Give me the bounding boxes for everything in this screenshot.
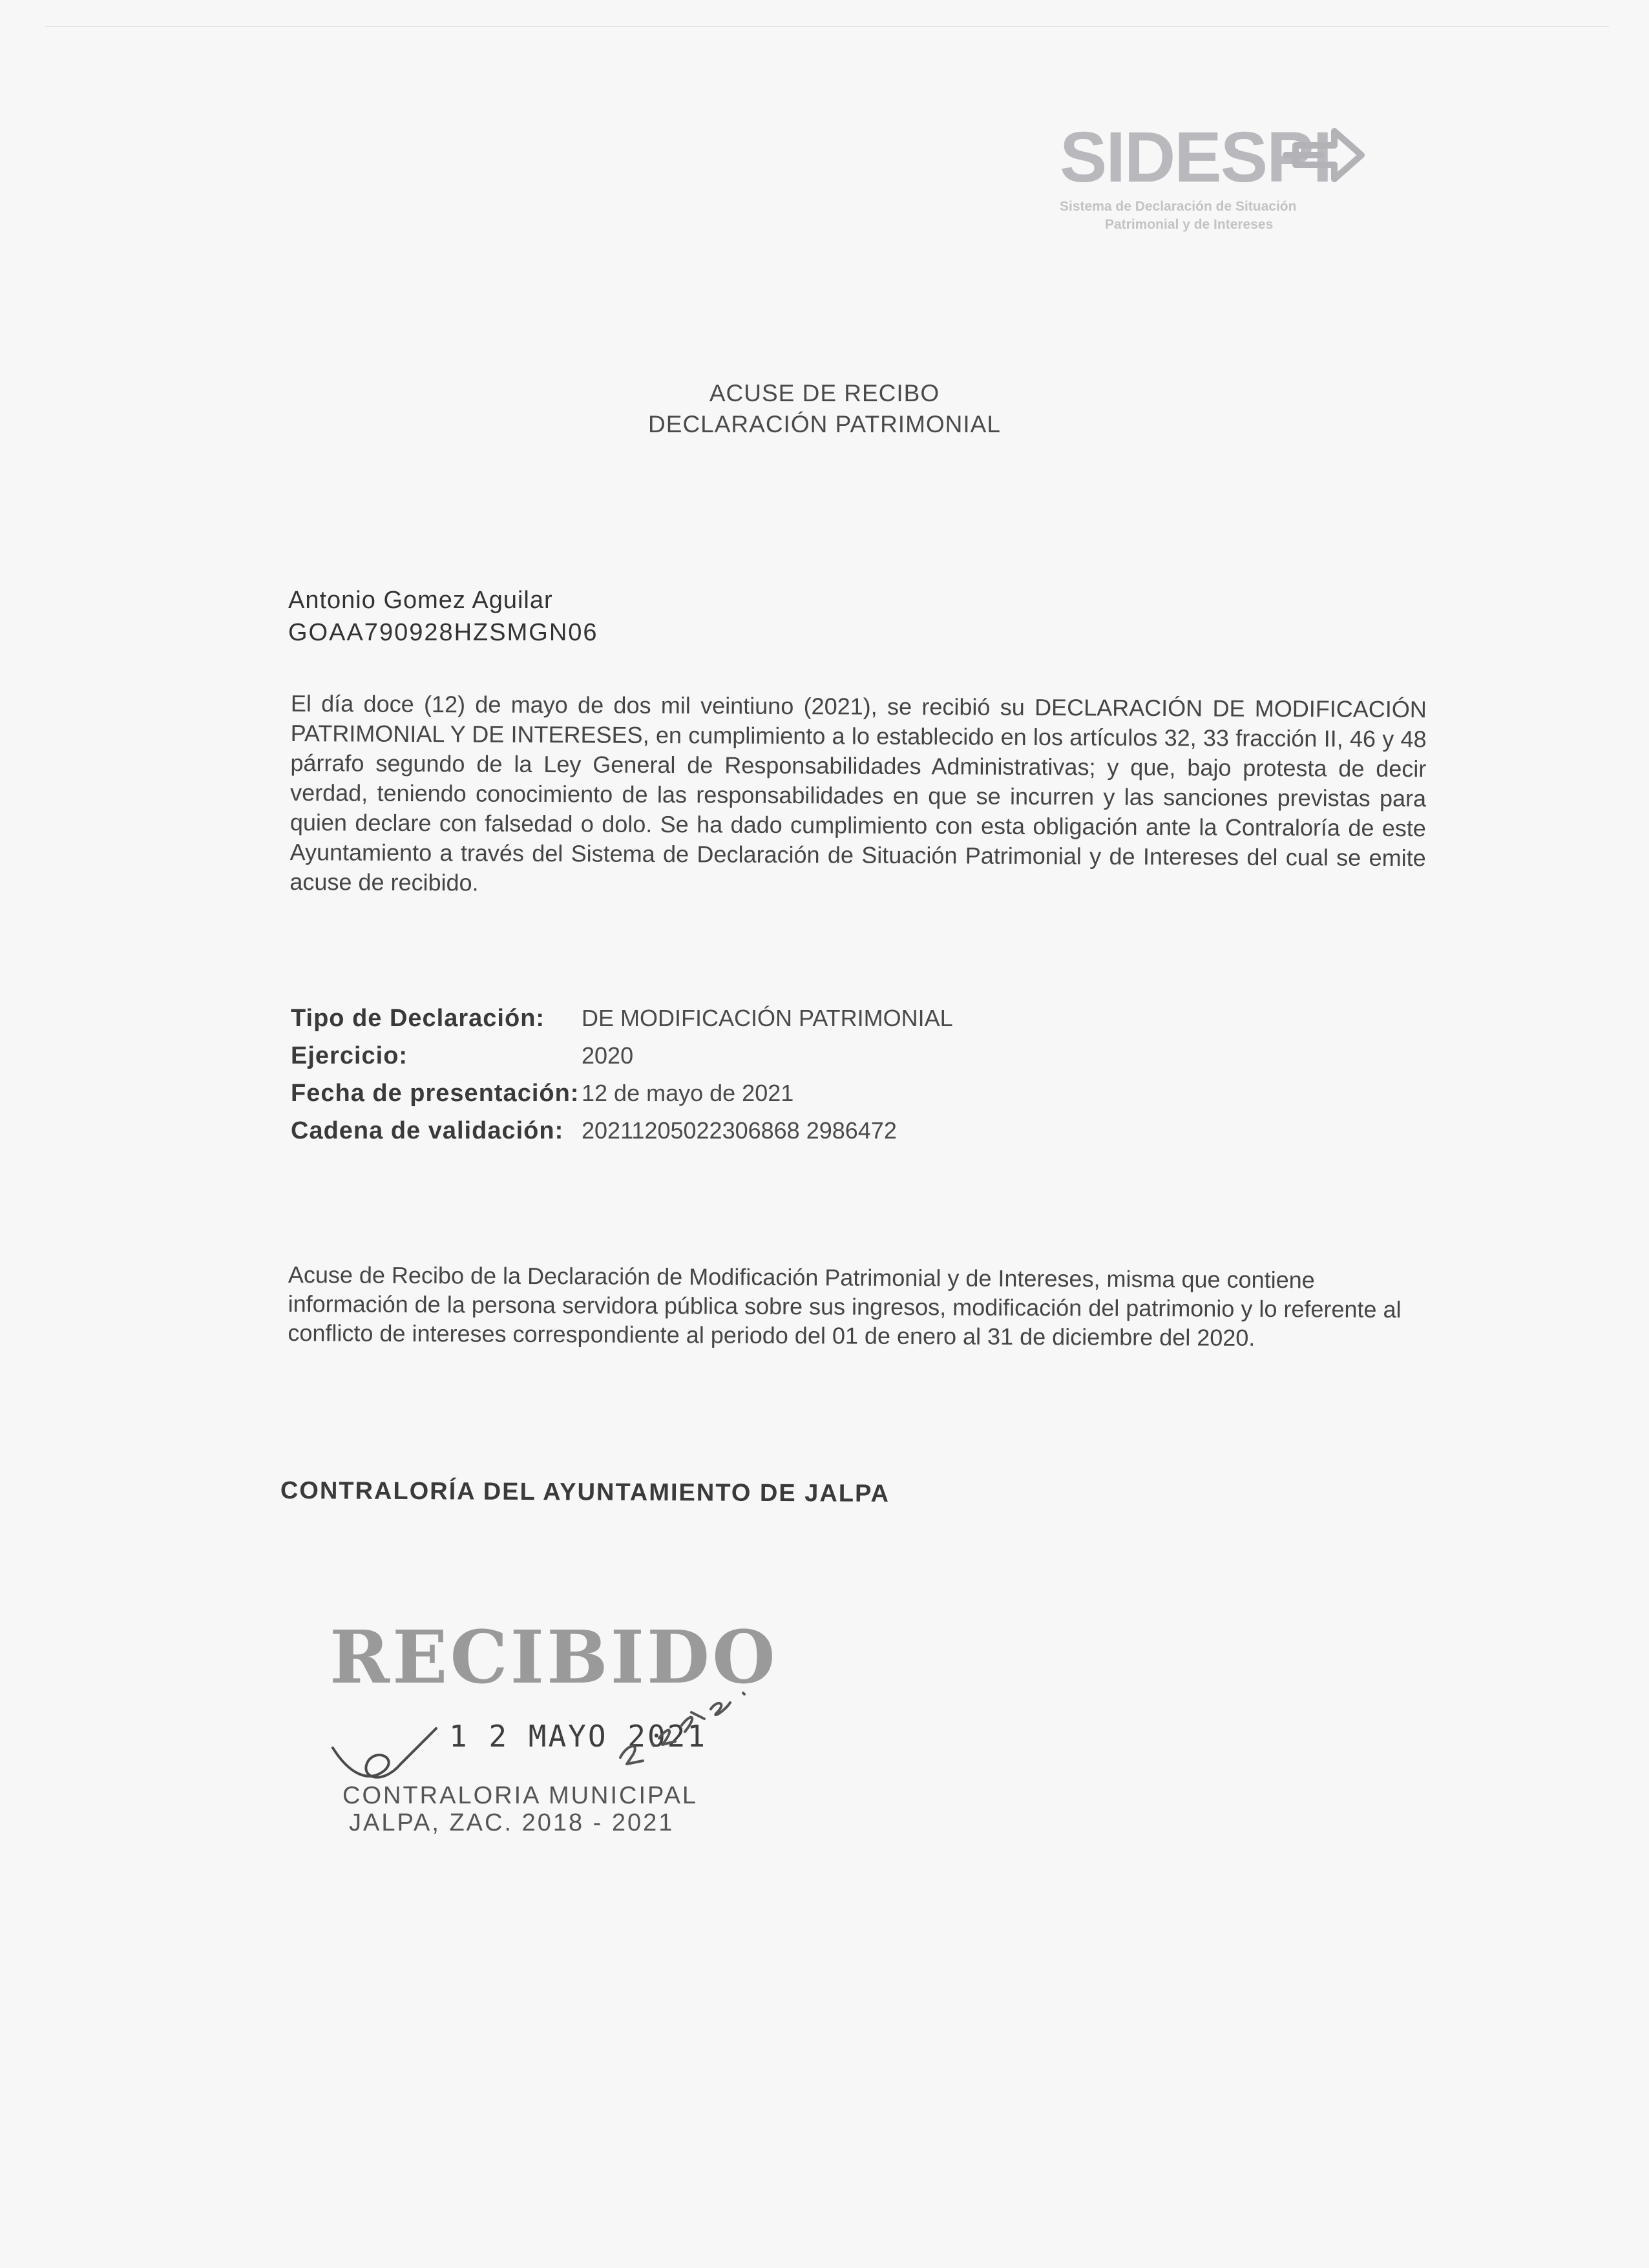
received-stamp: [323, 1615, 778, 1861]
logo-subtitle-line2: Patrimonial y de Intereses: [1105, 217, 1274, 232]
field-label: Cadena de validación:: [291, 1117, 564, 1144]
document-title: ACUSE DE RECIBO: [709, 380, 940, 406]
recipient-rfc: GOAA790928HZSMGN06: [288, 619, 598, 646]
field-value: 2020: [582, 1042, 634, 1069]
sidespi-logo: [1053, 116, 1376, 246]
arrow-right-icon: [1283, 120, 1367, 191]
body-paragraph: El día doce (12) de mayo de dos mil veintiuno (2021), se recibió su DECLARACIÓN DE MODIFICACIÓN PATRIMONIAL Y DE INTERESES, en cumplimiento a lo establecido en los artículos 32, 33 fracción II, 46 y 48 párrafo segundo de la Ley General de Responsabilidades Administrativas; y que, bajo protesta de decir verdad, teniendo conocimiento de las responsabilidades en que se incurren y las sanciones previstas para quien declare con falsedad o dolo. Se ha dado cumplimiento con esta obligación ante la Contraloría de este Ayuntamiento a través del Sistema de Declaración de Situación Patrimonial y de Intereses del cual se emite acuse de recibido.: [289, 690, 1427, 896]
top-rule: [45, 26, 1609, 27]
stamp-location-period: JALPA, ZAC. 2018 - 2021: [349, 1809, 675, 1836]
document-subtitle: DECLARACIÓN PATRIMONIAL: [648, 411, 1001, 437]
stamp-office: CONTRALORIA MUNICIPAL: [342, 1782, 698, 1809]
field-label: Tipo de Declaración:: [291, 1005, 545, 1032]
field-value: 20211205022306868 2986472: [582, 1117, 897, 1144]
field-label: Fecha de presentación:: [291, 1080, 580, 1107]
field-value: DE MODIFICACIÓN PATRIMONIAL: [582, 1005, 953, 1031]
issuer-name: CONTRALORÍA DEL AYUNTAMIENTO DE JALPA: [280, 1477, 890, 1507]
logo-wordmark: SIDESPI: [1060, 118, 1332, 197]
logo-subtitle-line1: Sistema de Declaración de Situación: [1060, 199, 1297, 214]
handwritten-time: [614, 1674, 762, 1770]
field-label: Ejercicio:: [291, 1042, 408, 1069]
field-value: 12 de mayo de 2021: [582, 1080, 794, 1106]
recipient-name: Antonio Gomez Aguilar: [288, 587, 553, 614]
stamp-date: 1 2 MAYO 2021: [449, 1719, 708, 1754]
summary-paragraph: Acuse de Recibo de la Declaración de Modificación Patrimonial y de Intereses, misma que contiene información de la persona servidora pública sobre sus ingresos, modificación del patrimonio y lo referente al conflicto de intereses correspondiente al periodo del 01 de enero al 31 de diciembre del 2020.: [288, 1261, 1402, 1351]
stamp-title: RECIBIDO: [330, 1615, 778, 1700]
